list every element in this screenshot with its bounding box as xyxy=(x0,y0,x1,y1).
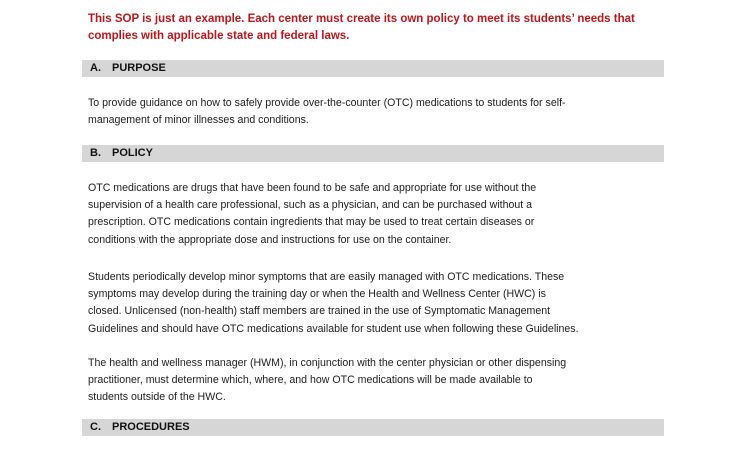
paragraph-line: supervision of a health care professional, such as a physician, and can be purchased without a xyxy=(88,199,533,212)
section-header-procedures xyxy=(82,419,664,436)
paragraph-line: The health and wellness manager (HWM), in conjunction with the center physician or other dispensing xyxy=(88,357,567,369)
paragraph-line: management of minor illnesses and conditions. xyxy=(88,114,309,127)
paragraph-line: conditions with the appropriate dose and instructions for use on the container. xyxy=(88,233,452,246)
paragraph-line: Students periodically develop minor symptoms that are easily managed with OTC medications. These xyxy=(88,271,565,283)
section-letter: A. xyxy=(90,62,101,74)
policy-paragraph-2 xyxy=(88,269,678,338)
notice-line: This SOP is just an example. Each center must create its own policy to meet its students’ needs that xyxy=(88,13,635,25)
paragraph-line: To provide guidance on how to safely provide over-the-counter (OTC) medications to students for self- xyxy=(88,97,566,109)
section-title: POLICY xyxy=(112,147,153,159)
paragraph-line: practitioner, must determine which, where, and how OTC medications will be made available to xyxy=(88,374,533,387)
paragraph-line: symptoms may develop during the training day or when the Health and Wellness Center (HWC) is xyxy=(88,288,546,301)
policy-paragraph-1 xyxy=(88,180,678,249)
paragraph-line: OTC medications are drugs that have been found to be safe and appropriate for use without the xyxy=(88,182,537,194)
paragraph-line: prescription. OTC medications contain ingredients that may be used to treat certain diseases or xyxy=(88,216,535,229)
section-title: PURPOSE xyxy=(112,62,166,74)
section-header-purpose xyxy=(82,60,664,77)
purpose-paragraph xyxy=(88,95,678,129)
section-header-policy xyxy=(82,145,664,162)
section-letter: B. xyxy=(90,147,101,159)
notice-line: complies with applicable state and federal laws. xyxy=(88,30,350,42)
section-letter: C. xyxy=(90,421,101,433)
section-title: PROCEDURES xyxy=(112,421,190,433)
paragraph-line: Guidelines and should have OTC medications available for student use when following these Guidelines. xyxy=(88,322,579,335)
example-notice xyxy=(88,11,688,45)
paragraph-line: students outside of the HWC. xyxy=(88,391,226,404)
paragraph-line: closed. Unlicensed (non-health) staff members are trained in the use of Symptomatic Management xyxy=(88,305,551,318)
policy-paragraph-3 xyxy=(88,355,678,407)
